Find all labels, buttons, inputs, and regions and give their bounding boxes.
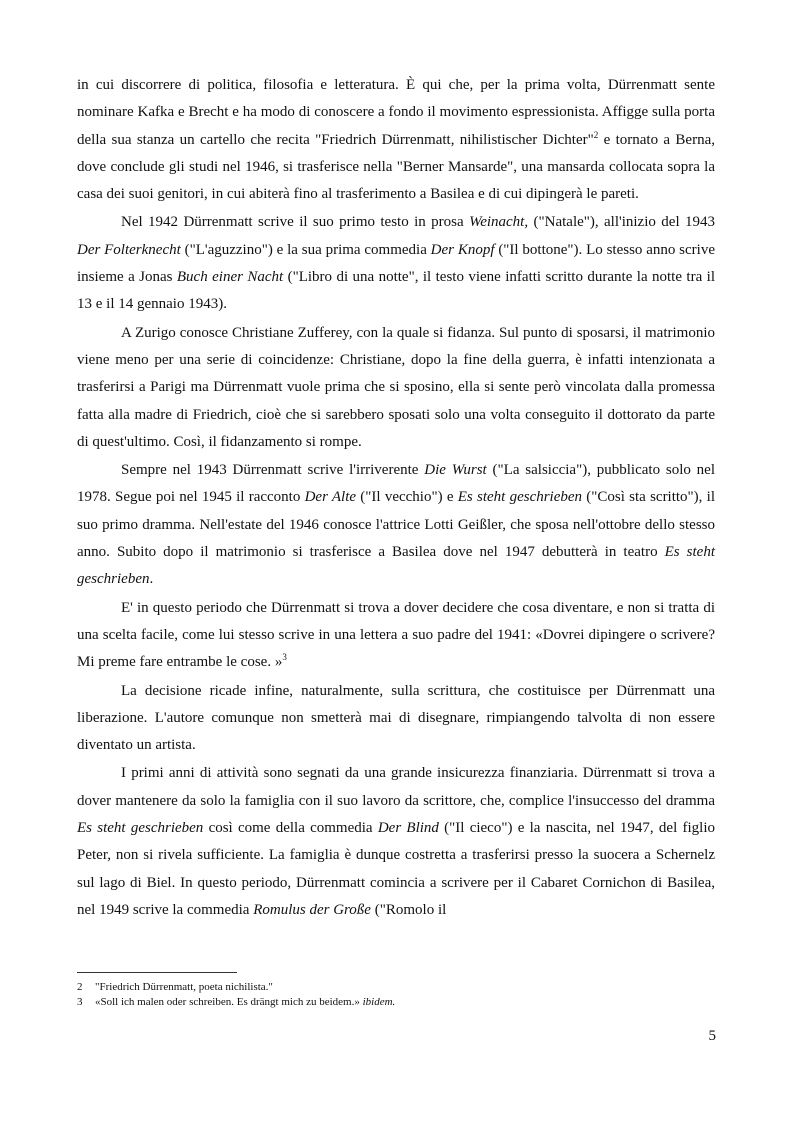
- text-run: ("Natale"), all'inizio del 1943: [528, 214, 716, 231]
- page-number: 5: [708, 1028, 716, 1044]
- footnote-ref: 2: [593, 129, 599, 140]
- text-run: ("L'aguzzino") e la sua prima commedia: [180, 241, 431, 258]
- italic-title: Der Knopf: [430, 241, 495, 258]
- italic-title: Es steht geschrieben: [77, 820, 204, 837]
- paragraph: [77, 457, 715, 593]
- text-run: ("Il cieco") e la nascita, nel 1947, del figlio Peter, non si rivela sufficiente. La famiglia è dunque costretta a trasferirsi presso la suocera a Schernelz sul lago di Biel. In questo periodo, Dürrenmatt comincia a scrivere per il Cabaret Cornichon di Basilea, nel 1949 scrive la commedia: [77, 820, 715, 918]
- text-run: .: [149, 571, 154, 588]
- text-run: E' in questo periodo che Dürrenmatt si trova a dover decidere che cosa diventare, e non si tratta di una scelta facile, come lui stesso scrive in una lettera a suo padre del 1941: «Dovrei dipingere o scrivere? Mi preme fare entrambe le cose. »: [77, 599, 715, 671]
- footnote-ref: 3: [282, 652, 287, 663]
- italic-title: Der Folterknecht: [77, 241, 181, 258]
- paragraph: [77, 595, 715, 677]
- paragraph: [77, 72, 715, 208]
- italic-title: Weinacht,: [469, 214, 529, 231]
- paragraph: [77, 209, 715, 318]
- italic-title: Es steht geschrieben: [457, 489, 583, 506]
- text-run: "Friedrich Dürrenmatt, poeta nichilista.": [95, 981, 273, 993]
- footnotes: [77, 980, 715, 1010]
- italic-title: Buch einer Nacht: [176, 269, 284, 286]
- italic-title: Die Wurst: [424, 462, 487, 479]
- italic-title: Der Alte: [304, 489, 357, 506]
- footnote-text: [95, 980, 273, 995]
- italic-title: ibidem.: [362, 996, 396, 1008]
- footnote: [77, 980, 715, 995]
- text-run: ("Romolo il: [370, 901, 447, 918]
- italic-title: Romulus der Große: [253, 901, 371, 918]
- footnote-number: 3: [77, 996, 83, 1008]
- text-run: ("Il bottone"). Lo stesso anno scrive insieme a Jonas: [77, 241, 716, 286]
- text-run: La decisione ricade infine, naturalmente, sulla scrittura, che costituisce per Dürrenmatt una liberazione. L'autore comunque non smetterà mai di disegnare, rimpiangendo talvolta di non essere diventato un artista.: [77, 682, 715, 754]
- footnote-number: 2: [77, 981, 83, 993]
- text-run: ("Il vecchio") e: [356, 489, 458, 506]
- text-run: in cui discorrere di politica, filosofia e letteratura. È qui che, per la prima volta, Dürrenmatt sente nominare Kafka e Brecht e ha modo di conoscere a fondo il movimento espressionista. Affigge sulla porta della sua stanza un cartello che recita "Friedrich Dürrenmatt, nihilistischer Dichter": [77, 77, 715, 148]
- italic-title: Es steht geschrieben: [77, 544, 715, 588]
- body-text: [77, 72, 715, 924]
- footnote-text: [95, 995, 395, 1010]
- text-run: I primi anni di attività sono segnati da una grande insicurezza finanziaria. Dürrenmatt si trova a dover mantenere da solo la famiglia con il suo lavoro da scrittore, che, complice l'insuccesso del dramma: [77, 765, 715, 809]
- footnote-separator: [77, 972, 237, 973]
- text-run: A Zurigo conosce Christiane Zufferey, con la quale si fidanza. Sul punto di sposarsi, il matrimonio viene meno per una serie di coincidenze: Christiane, dopo la fine della guerra, è infatti intenzionata a trasferirsi a Parigi ma Dürrenmatt vuole prima che si sposino, ella si sente però vincolata dalla promessa fatta alla madre di Friedrich, cioè che si sarebbero sposati solo una volta conseguito il dottorato da parte di quest'ultimo. Così, il fidanzamento si rompe.: [77, 324, 715, 450]
- footnote: [77, 995, 715, 1010]
- text-run: Sempre nel 1943 Dürrenmatt scrive l'irriverente: [121, 462, 425, 479]
- text-run: ("Così sta scritto"), il suo primo dramma. Nell'estate del 1946 conosce l'attrice Lotti Geißler, che sposa nell'ottobre dello stesso anno. Subito dopo il matrimonio si trasferisce a Basilea dove nel 1947 debutterà in teatro: [77, 489, 716, 561]
- paragraph: [77, 760, 715, 924]
- text-run: così come della commedia: [203, 820, 378, 837]
- text-run: «Soll ich malen oder schreiben. Es drängt mich zu beidem.»: [95, 996, 363, 1008]
- text-run: ("Libro di una notte", il testo viene infatti scritto durante la notte tra il 13 e il 14 gennaio 1943).: [77, 269, 715, 313]
- paragraph: [77, 678, 715, 760]
- paragraph: [77, 320, 715, 456]
- text-run: e tornato a Berna, dove conclude gli studi nel 1946, si trasferisce nella "Berner Mansarde", una mansarda collocata sopra la casa dei suoi genitori, in cui abiterà fino al trasferimento a Basilea e di cui dipingerà le pareti.: [77, 131, 715, 203]
- text-run: Nel 1942 Dürrenmatt scrive il suo primo testo in prosa: [121, 214, 470, 231]
- italic-title: Der Blind: [377, 820, 439, 837]
- text-run: ("La salsiccia"), pubblicato solo nel 1978. Segue poi nel 1945 il racconto: [77, 462, 716, 506]
